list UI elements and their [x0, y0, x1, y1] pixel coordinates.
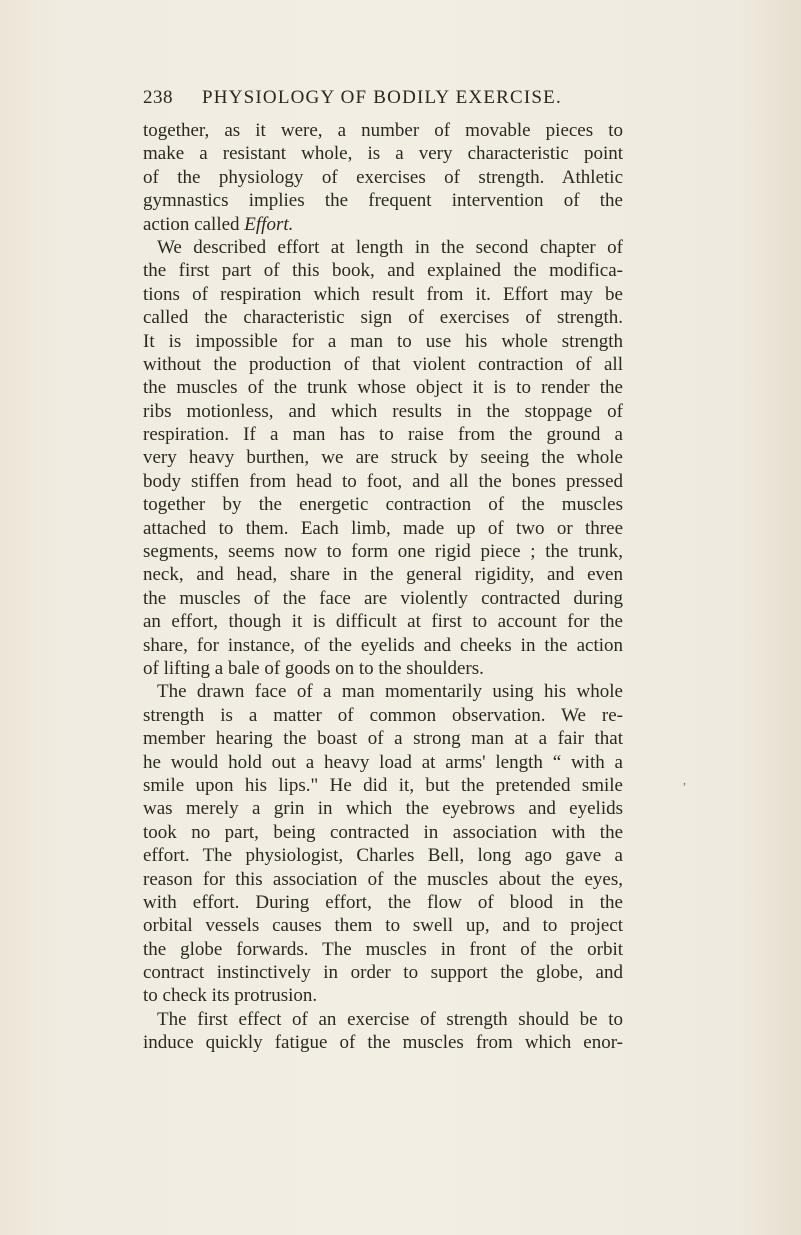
body-text	[143, 119, 623, 1055]
text-line: effort. The physiologist, Charles Bell, long ago gave a	[143, 845, 623, 867]
text-line: of lifting a bale of goods on to the shoulders.	[143, 657, 484, 679]
margin-mark: ,	[683, 773, 686, 787]
text-line: strength is a matter of common observation. We re-	[143, 704, 623, 726]
text-line: body stiffen from head to foot, and all the bones pressed	[143, 470, 623, 492]
italic-term: Effort.	[244, 213, 294, 235]
running-head: PHYSIOLOGY OF BODILY EXERCISE.	[202, 87, 562, 108]
text-line: without the production of that violent contraction of all	[143, 353, 623, 375]
text-line: ribs motionless, and which results in the stoppage of	[143, 400, 623, 422]
page-header	[143, 87, 623, 111]
text-line: respiration. If a man has to raise from the ground a	[143, 424, 623, 446]
text-line: gymnastics implies the frequent intervention of the	[143, 190, 623, 212]
text-line: with effort. During effort, the flow of blood in the	[143, 891, 623, 913]
text-line: very heavy burthen, we are struck by seeing the whole	[143, 447, 623, 469]
paragraph-start: The drawn face of a man momentarily using his whole	[157, 681, 623, 703]
text-line: took no part, being contracted in association with the	[143, 821, 623, 843]
text-line: the muscles of the trunk whose object it is to render the	[143, 377, 623, 399]
text-line: tions of respiration which result from it. Effort may be	[143, 283, 623, 305]
text-line: smile upon his lips." He did it, but the pretended smile	[143, 774, 623, 796]
text-line: make a resistant whole, is a very characteristic point	[143, 143, 623, 165]
text-line: he would hold out a heavy load at arms' length “ with a	[143, 751, 623, 773]
text-line: reason for this association of the muscles about the eyes,	[143, 868, 623, 890]
text-line: together by the energetic contraction of the muscles	[143, 494, 623, 516]
text-line: the globe forwards. The muscles in front of the orbit	[143, 938, 623, 960]
text-line: orbital vessels causes them to swell up, and to project	[143, 915, 623, 937]
text-line: the muscles of the face are violently contracted during	[143, 587, 623, 609]
page-number: 238	[143, 87, 173, 108]
text-line: the first part of this book, and explained the modifica-	[143, 260, 623, 282]
paragraph-start: The first effect of an exercise of strength should be to	[157, 1008, 623, 1030]
text-line: of the physiology of exercises of strength. Athletic	[143, 166, 623, 188]
text-line: member hearing the boast of a strong man at a fair that	[143, 728, 623, 750]
text-line: was merely a grin in which the eyebrows and eyelids	[143, 798, 623, 820]
text-line: induce quickly fatigue of the muscles from which enor-	[143, 1032, 623, 1054]
text-line: together, as it were, a number of movable pieces to	[143, 120, 623, 141]
text-line: attached to them. Each limb, made up of two or three	[143, 517, 623, 539]
text-line: neck, and head, share in the general rigidity, and even	[143, 564, 623, 586]
text-line: share, for instance, of the eyelids and cheeks in the action	[143, 634, 623, 656]
text-line: to check its protrusion.	[143, 985, 318, 1007]
paragraph-start: We described effort at length in the second chapter of	[157, 236, 623, 258]
text-line: It is impossible for a man to use his whole strength	[143, 330, 623, 352]
text-line: segments, seems now to form one rigid piece ; the trunk,	[143, 541, 623, 563]
text-line: contract instinctively in order to support the globe, and	[143, 962, 623, 984]
text-fragment: action called	[143, 213, 245, 235]
text-line: called the characteristic sign of exercises of strength.	[143, 307, 623, 329]
text-line: an effort, though it is difficult at first to account for the	[143, 611, 623, 633]
text-line	[143, 213, 623, 236]
